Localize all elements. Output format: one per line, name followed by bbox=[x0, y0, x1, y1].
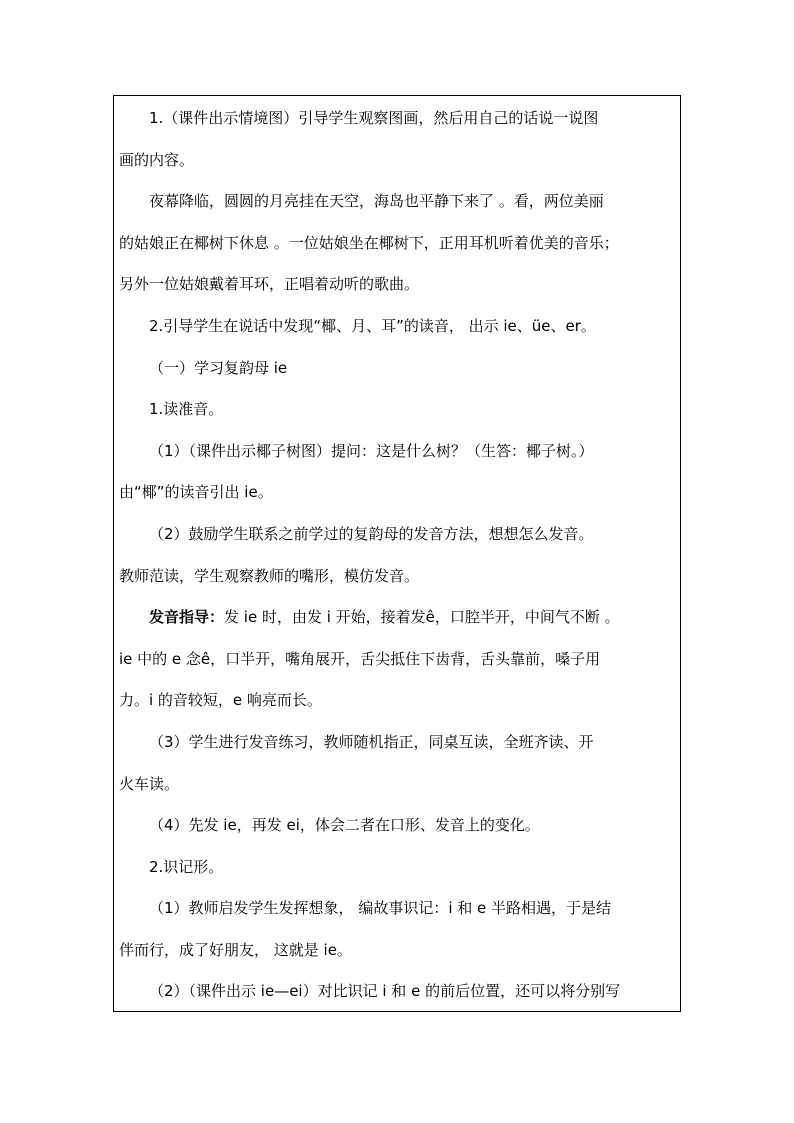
text-line bbox=[119, 888, 677, 930]
text-line bbox=[119, 722, 677, 764]
text-line bbox=[119, 389, 677, 431]
text-line bbox=[119, 306, 677, 348]
line-text: 的姑娘正在椰树下休息 。一位姑娘坐在椰树下，正用耳机听着优美的音乐； bbox=[119, 233, 619, 252]
text-line bbox=[119, 223, 677, 265]
line-text: 火车读。 bbox=[119, 774, 180, 793]
line-text: ie 中的 e 念ê，口半开，嘴角展开，舌尖抵住下齿背，舌头靠前，嗓子用 bbox=[119, 649, 601, 668]
text-line bbox=[119, 431, 677, 473]
line-text: （3）学生进行发音练习，教师随机指正，同桌互读，全班齐读、开 bbox=[149, 732, 594, 751]
text-line bbox=[119, 930, 677, 972]
line-text: 力。i 的音较短，e 响亮而长。 bbox=[119, 691, 322, 710]
text-line bbox=[119, 805, 677, 847]
line-text: 2.引导学生在说话中发现“椰、月、耳”的读音， 出示 ie、üe、er。 bbox=[149, 316, 596, 335]
line-text: 另外一位姑娘戴着耳环，正唱着动听的歌曲。 bbox=[119, 275, 420, 294]
line-text: （1）教师启发学生发挥想象， 编故事识记：i 和 e 半路相遇，于是结 bbox=[149, 899, 612, 918]
line-text: （4）先发 ie，再发 ei，体会二者在口形、发音上的变化。 bbox=[149, 816, 540, 835]
text-line bbox=[119, 680, 677, 722]
bold-label: 发音指导： bbox=[149, 608, 225, 627]
line-text: （1）（课件出示椰子树图）提问：这是什么树？（生答：椰子树。） bbox=[149, 441, 594, 460]
line-text: 发 ie 时，由发 i 开始，接着发ê，口腔半开，中间气不断 。 bbox=[224, 608, 620, 627]
text-line bbox=[119, 98, 677, 140]
line-text: （2）（课件出示 ie—ei）对比识记 i 和 e 的前后位置，还可以将分别写 bbox=[149, 982, 621, 1001]
text-line bbox=[119, 181, 677, 223]
text-line bbox=[119, 556, 677, 598]
text-line bbox=[119, 140, 677, 182]
text-line bbox=[119, 971, 677, 1013]
line-text: 教师范读，学生观察教师的嘴形，模仿发音。 bbox=[119, 566, 420, 585]
text-line bbox=[119, 264, 677, 306]
line-text: （2）鼓励学生联系之前学过的复韵母的发音方法，想想怎么发音。 bbox=[149, 524, 594, 543]
text-line bbox=[119, 472, 677, 514]
text-line bbox=[119, 514, 677, 556]
line-text: 画的内容。 bbox=[119, 150, 195, 169]
line-text: 夜幕降临，圆圆的月亮挂在天空，海岛也平静下来了 。看，两位美丽 bbox=[149, 192, 604, 211]
text-line bbox=[119, 348, 677, 390]
text-line bbox=[119, 847, 677, 889]
lesson-content bbox=[119, 98, 677, 1013]
line-text: 2.识记形。 bbox=[149, 857, 224, 876]
line-text: 伴而行，成了好朋友， 这就是 ie。 bbox=[119, 940, 352, 959]
line-text: （一）学习复韵母 ie bbox=[149, 358, 288, 377]
text-line bbox=[119, 597, 677, 639]
line-text: 由“椰”的读音引出 ie。 bbox=[119, 483, 273, 502]
line-text: 1.（课件出示情境图）引导学生观察图画，然后用自己的话说一说图 bbox=[149, 109, 599, 127]
lesson-table-cell bbox=[113, 95, 681, 1012]
line-text: 1.读准音。 bbox=[149, 400, 224, 419]
text-line bbox=[119, 639, 677, 681]
text-line bbox=[119, 764, 677, 806]
